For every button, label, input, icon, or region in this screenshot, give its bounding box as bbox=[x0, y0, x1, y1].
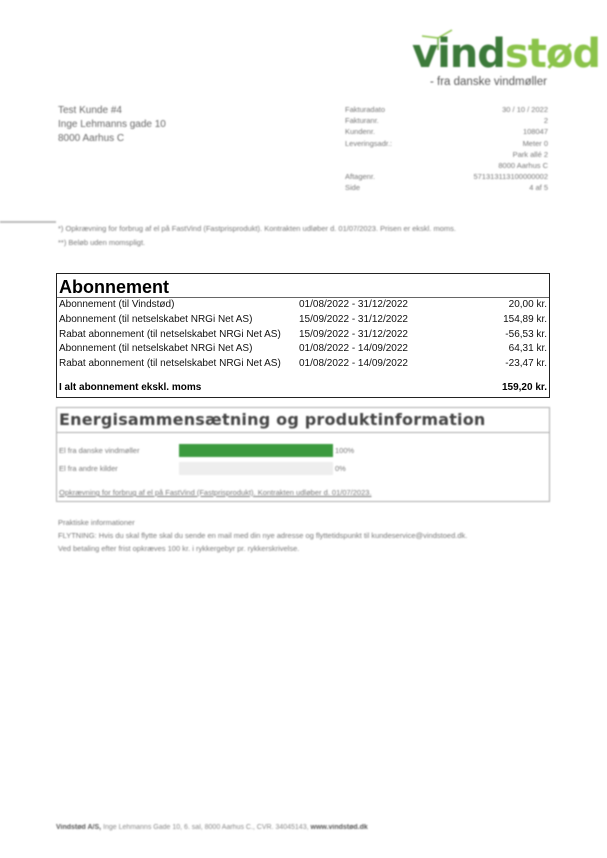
footer-website-link[interactable]: www.vindstød.dk bbox=[310, 824, 368, 831]
logo-word-dark: vind bbox=[412, 31, 505, 77]
energy-label: El fra andre kilder bbox=[59, 463, 118, 473]
total-amount: 159,20 kr. bbox=[501, 382, 547, 393]
customer-city: 8000 Aarhus C bbox=[58, 133, 125, 144]
meta-value: 4 af 5 bbox=[529, 183, 548, 193]
row-amount: -23,47 kr. bbox=[505, 358, 547, 370]
meta-label: Side bbox=[345, 183, 361, 193]
footnotes bbox=[58, 224, 548, 252]
energy-bar bbox=[179, 444, 333, 457]
customer-street: Inge Lehmanns gade 10 bbox=[58, 119, 166, 130]
meta-row-delivery-address bbox=[345, 138, 548, 149]
row-amount: 64,31 kr. bbox=[508, 343, 547, 355]
meta-value: 30 / 10 / 2022 bbox=[502, 105, 548, 114]
row-amount: -56,53 kr. bbox=[505, 328, 547, 340]
row-period: 15/09/2022 - 31/12/2022 bbox=[299, 313, 408, 325]
table-row bbox=[59, 328, 547, 343]
table-row bbox=[59, 342, 547, 357]
subscription-total-row bbox=[59, 381, 547, 395]
meta-value: 108047 bbox=[522, 127, 548, 137]
row-period: 01/08/2022 - 14/09/2022 bbox=[299, 358, 408, 370]
meta-value: 2 bbox=[543, 116, 548, 126]
energy-title: Energisammensætning og produktinformation bbox=[57, 408, 549, 433]
meta-label: Aftagenr. bbox=[345, 172, 376, 182]
practical-information bbox=[58, 518, 498, 557]
customer-address bbox=[58, 104, 166, 146]
row-description: Abonnement (til netselskabet NRGi Net AS) bbox=[59, 313, 253, 325]
footnote-2: **) Beløb uden momspligt. bbox=[58, 238, 146, 247]
footer-company: Vindstød A/S, bbox=[56, 824, 102, 831]
footnote-1: *) Opkrævning for forbrug af el på FastVind (Fastprisprodukt). Kontrakten udløber d. 01/07/2023. Prisen er ekskl. moms. bbox=[58, 224, 456, 233]
logo-word-light: stød bbox=[504, 31, 600, 77]
meta-label: Fakturanr. bbox=[345, 116, 379, 126]
meta-value: Park allé 2 bbox=[512, 149, 548, 159]
total-label: I alt abonnement ekskl. moms bbox=[59, 382, 202, 393]
practical-late-fee: Ved betaling efter frist opkræves 100 kr. i rykkergebyr pr. rykkerskrivelse. bbox=[58, 544, 300, 553]
energy-composition-section bbox=[56, 407, 550, 502]
energy-label: El fra danske vindmøller bbox=[59, 445, 140, 455]
row-period: 15/09/2022 - 31/12/2022 bbox=[299, 328, 408, 340]
meta-label: Leveringsadr.: bbox=[345, 138, 393, 148]
energy-row-other-sources bbox=[59, 461, 346, 475]
row-description: Rabat abonnement (til netselskabet NRGi Net AS) bbox=[59, 328, 281, 340]
energy-percent: 0% bbox=[335, 463, 346, 473]
meta-row-delivery-street bbox=[345, 149, 548, 160]
logo-wordmark bbox=[412, 32, 600, 76]
page-footer bbox=[56, 824, 368, 831]
logo-tagline: - fra danske vindmøller bbox=[430, 76, 547, 88]
meta-row-customer-number bbox=[345, 126, 548, 137]
energy-bar bbox=[179, 462, 333, 475]
meta-row-page bbox=[345, 182, 548, 193]
meta-row-invoice-number bbox=[345, 115, 548, 126]
meta-row-delivery-city bbox=[345, 160, 548, 171]
meta-row-meter-point bbox=[345, 171, 548, 182]
subscription-title: Abonnement bbox=[57, 274, 549, 298]
meta-value: 8000 Aarhus C bbox=[498, 160, 548, 170]
row-amount: 154,89 kr. bbox=[503, 313, 547, 325]
table-row bbox=[59, 298, 547, 313]
row-description: Abonnement (til netselskabet NRGi Net AS) bbox=[59, 343, 253, 355]
row-description: Abonnement (til Vindstød) bbox=[59, 299, 175, 310]
fold-mark-divider bbox=[0, 221, 56, 223]
vindstod-logo bbox=[410, 28, 600, 92]
row-amount: 20,00 kr. bbox=[508, 299, 547, 310]
meta-label: Kundenr. bbox=[345, 127, 376, 137]
customer-name: Test Kunde #4 bbox=[58, 105, 122, 116]
row-period: 01/08/2022 - 31/12/2022 bbox=[299, 299, 408, 310]
meta-value: 571313113100000002 bbox=[473, 172, 548, 182]
row-period: 01/08/2022 - 14/09/2022 bbox=[299, 343, 408, 355]
energy-row-danish-wind bbox=[59, 443, 354, 457]
practical-moving-info: FLYTNING: Hvis du skal flytte skal du sende en mail med din nye adresse og flyttetidspunkt til kundeservice@vindstoed.dk. bbox=[58, 531, 468, 540]
table-row bbox=[59, 357, 547, 372]
energy-bar-fill bbox=[179, 444, 333, 457]
energy-percent: 100% bbox=[335, 445, 355, 455]
invoice-meta bbox=[345, 104, 548, 194]
meta-label: Fakturadato bbox=[345, 105, 386, 114]
meta-row-invoice-date bbox=[345, 104, 548, 115]
footer-address: Inge Lehmanns Gade 10, 6. sal, 8000 Aarhus C., CVR. 34045143, bbox=[101, 824, 311, 831]
row-description: Rabat abonnement (til netselskabet NRGi Net AS) bbox=[59, 358, 281, 370]
practical-heading: Praktiske informationer bbox=[58, 518, 135, 527]
energy-product-note: Opkrævning for forbrug af el på FastVind (Fastprisprodukt). Kontrakten udløber d. 01/07/2023. bbox=[59, 488, 372, 497]
table-row bbox=[59, 313, 547, 328]
meta-value: Meter 0 bbox=[522, 138, 548, 148]
subscription-table bbox=[56, 273, 550, 398]
